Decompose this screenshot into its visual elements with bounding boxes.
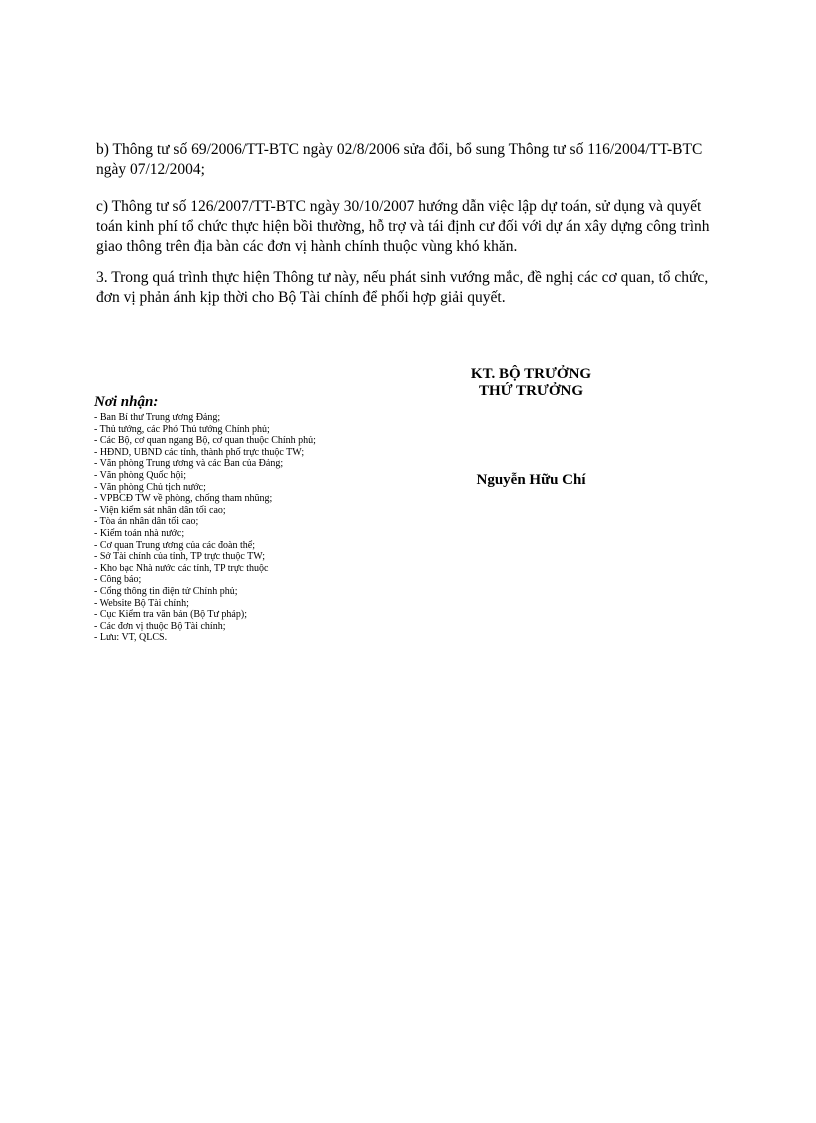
signature-title-line2: THỨ TRƯỞNG: [478, 383, 584, 399]
recipients-list: [94, 412, 424, 644]
recipient-item: - Ban Bí thư Trung ương Đảng;: [94, 412, 221, 423]
recipient-item: - Website Bộ Tài chính;: [94, 597, 189, 609]
recipient-item: - Cổng thông tin điện tử Chính phủ;: [94, 585, 238, 597]
recipient-item: - Cục Kiểm tra văn bản (Bộ Tư pháp);: [94, 609, 247, 621]
recipient-item: - HĐND, UBND các tỉnh, thành phố trực thuộc TW;: [94, 446, 305, 458]
paragraph-item-3: 3. Trong quá trình thực hiện Thông tư này, nếu phát sinh vướng mắc, đề nghị các cơ quan, tổ chức, đơn vị phản ánh kịp thời cho Bộ Tài chính để phối hợp giải quyết.: [96, 269, 709, 306]
recipient-item: - Viện kiểm sát nhân dân tối cao;: [94, 504, 226, 516]
recipient-item: - Kho bạc Nhà nước các tỉnh, TP trực thuộc: [94, 562, 269, 574]
recipient-item: - Công báo;: [94, 574, 142, 586]
recipient-item: - Cơ quan Trung ương của các đoàn thể;: [94, 539, 255, 551]
signer-name: Nguyễn Hữu Chí: [476, 472, 586, 488]
recipient-item: - Các đơn vị thuộc Bộ Tài chính;: [94, 620, 226, 632]
recipient-item: - Văn phòng Trung ương và các Ban của Đảng;: [94, 458, 284, 470]
paragraph-b: b) Thông tư số 69/2006/TT-BTC ngày 02/8/2006 sửa đổi, bổ sung Thông tư số 116/2004/TT-BTC ngày 07/12/2004;: [96, 141, 703, 178]
signature-title-block: [430, 366, 632, 400]
recipient-item: - Các Bộ, cơ quan ngang Bộ, cơ quan thuộc Chính phủ;: [94, 435, 316, 447]
recipients-block: [94, 394, 424, 644]
signature-title-line1: KT. BỘ TRƯỞNG: [470, 366, 592, 382]
recipient-item: - Văn phòng Quốc hội;: [94, 469, 187, 481]
recipients-title: Nơi nhận:: [94, 394, 159, 410]
recipient-item: - Lưu: VT, QLCS.: [94, 632, 168, 644]
recipient-item: - Thủ tướng, các Phó Thủ tướng Chính phủ;: [94, 423, 270, 435]
recipient-item: - Kiểm toán nhà nước;: [94, 527, 185, 539]
recipient-item: - Tòa án nhân dân tối cao;: [94, 516, 199, 528]
recipient-item: - Sở Tài chính của tỉnh, TP trực thuộc TW;: [94, 551, 266, 563]
paragraph-c: c) Thông tư số 126/2007/TT-BTC ngày 30/10/2007 hướng dẫn việc lập dự toán, sử dụng và quyết toán kinh phí tổ chức thực hiện bồi thường, hỗ trợ và tái định cư đối với dự án xây dựng công trình giao thông trên địa bàn các đơn vị hành chính thuộc vùng khó khăn.: [96, 198, 710, 255]
recipient-item: - VPBCĐ TW về phòng, chống tham nhũng;: [94, 493, 273, 505]
recipient-item: - Văn phòng Chủ tịch nước;: [94, 481, 206, 493]
